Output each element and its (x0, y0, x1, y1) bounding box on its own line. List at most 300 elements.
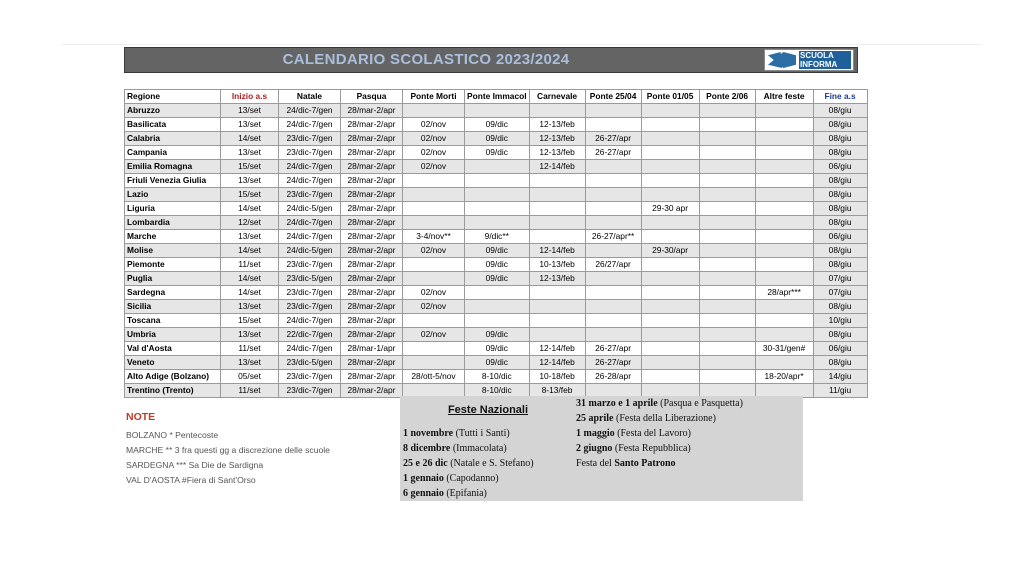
header-cell: Ponte 25/04 (585, 90, 641, 104)
table-cell (641, 118, 699, 132)
table-cell (641, 370, 699, 384)
table-cell (641, 342, 699, 356)
table-cell: 26/27/apr (585, 258, 641, 272)
table-cell: 13/set (221, 356, 279, 370)
table-cell (403, 202, 465, 216)
table-cell: 23/dic-7/gen (279, 258, 341, 272)
table-cell: 08/giu (813, 118, 867, 132)
holiday-date: 1 novembre (403, 428, 454, 439)
table-cell (641, 132, 699, 146)
region-cell: Lazio (125, 188, 221, 202)
table-row (125, 356, 868, 370)
table-cell: 24/dic-5/gen (279, 244, 341, 258)
table-cell: 09/dic (465, 146, 530, 160)
table-cell: 28/mar-2/apr (341, 370, 403, 384)
table-cell: 08/giu (813, 188, 867, 202)
table-cell: 09/dic (465, 132, 530, 146)
table-cell: 28/mar-2/apr (341, 286, 403, 300)
table-cell: 12-14/feb (529, 356, 585, 370)
table-cell: 28/mar-2/apr (341, 146, 403, 160)
table-cell (403, 314, 465, 328)
holiday-item-patron (576, 456, 801, 471)
region-cell: Toscana (125, 314, 221, 328)
table-cell (403, 174, 465, 188)
table-cell (465, 188, 530, 202)
table-cell: 28/apr*** (755, 286, 813, 300)
region-cell: Trentino (Trento) (125, 384, 221, 398)
table-cell: 8-13/feb (529, 384, 585, 398)
table-cell: 28/mar-2/apr (341, 160, 403, 174)
table-cell (699, 202, 755, 216)
header-cell: Carnevale (529, 90, 585, 104)
table-cell (585, 272, 641, 286)
table-cell (641, 146, 699, 160)
holiday-description: (Tutti i Santi) (455, 428, 510, 439)
table-cell (465, 174, 530, 188)
table-cell: 13/set (221, 104, 279, 118)
table-cell (699, 160, 755, 174)
table-cell: 15/set (221, 188, 279, 202)
table-cell: 26-27/apr (585, 146, 641, 160)
table-cell: 28/mar-1/apr (341, 342, 403, 356)
header-cell: Inizio a.s (221, 90, 279, 104)
table-cell (585, 244, 641, 258)
holiday-description: (Immacolata) (452, 443, 507, 454)
table-cell: 02/nov (403, 160, 465, 174)
table-cell (585, 328, 641, 342)
table-cell: 12-13/feb (529, 132, 585, 146)
table-cell: 10-18/feb (529, 370, 585, 384)
table-cell: 11/set (221, 342, 279, 356)
table-cell (585, 174, 641, 188)
table-cell: 28/mar-2/apr (341, 188, 403, 202)
table-cell: 29-30/apr (641, 244, 699, 258)
table-cell (529, 328, 585, 342)
table-cell: 14/set (221, 272, 279, 286)
table-cell: 24/dic-5/gen (279, 202, 341, 216)
holiday-date: 31 marzo e 1 aprile (576, 398, 658, 409)
table-cell (529, 314, 585, 328)
table-cell: 28/mar-2/apr (341, 272, 403, 286)
table-cell: 23/dic-5/gen (279, 356, 341, 370)
table-cell (699, 244, 755, 258)
table-cell (403, 216, 465, 230)
table-cell: 14/set (221, 244, 279, 258)
region-cell: Basilicata (125, 118, 221, 132)
table-cell: 23/dic-7/gen (279, 146, 341, 160)
table-cell (465, 160, 530, 174)
table-row (125, 328, 868, 342)
table-cell (403, 258, 465, 272)
table-cell: 24/dic-7/gen (279, 174, 341, 188)
note-line: SARDEGNA *** Sa Die de Sardigna (126, 460, 264, 470)
calendar-title: CALENDARIO SCOLASTICO 2023/2024 (282, 51, 570, 68)
table-cell: 28/mar-2/apr (341, 174, 403, 188)
table-cell: 28/mar-2/apr (341, 104, 403, 118)
table-cell: 11/set (221, 384, 279, 398)
table-cell (529, 174, 585, 188)
table-cell (755, 328, 813, 342)
table-cell (699, 174, 755, 188)
table-row (125, 132, 868, 146)
holiday-description: (Festa Repubblica) (614, 443, 691, 454)
table-cell (755, 300, 813, 314)
table-row (125, 104, 868, 118)
table-cell: 08/giu (813, 202, 867, 216)
table-cell (755, 188, 813, 202)
table-cell (755, 104, 813, 118)
table-row (125, 118, 868, 132)
region-cell: Puglia (125, 272, 221, 286)
patron-name: Santo Patrono (614, 458, 676, 469)
table-row (125, 202, 868, 216)
table-cell: 08/giu (813, 356, 867, 370)
table-cell: 28/mar-2/apr (341, 230, 403, 244)
table-cell (755, 230, 813, 244)
table-cell (641, 230, 699, 244)
region-cell: Val d'Aosta (125, 342, 221, 356)
table-cell (465, 202, 530, 216)
note-line: MARCHE ** 3 fra questi gg a discrezione delle scuole (126, 445, 330, 455)
table-cell: 28/mar-2/apr (341, 202, 403, 216)
table-cell: 14/set (221, 132, 279, 146)
header-cell: Fine a.s (813, 90, 867, 104)
region-cell: Marche (125, 230, 221, 244)
table-cell (699, 132, 755, 146)
table-cell (585, 216, 641, 230)
region-cell: Piemonte (125, 258, 221, 272)
scuola-informa-logo (764, 49, 854, 71)
table-cell (641, 300, 699, 314)
table-body (125, 104, 868, 398)
table-cell: 08/giu (813, 216, 867, 230)
table-cell (403, 188, 465, 202)
table-cell: 28/mar-2/apr (341, 244, 403, 258)
table-cell: 08/giu (813, 244, 867, 258)
table-cell: 02/nov (403, 118, 465, 132)
table-cell: 18-20/apr* (755, 370, 813, 384)
table-cell: 26-27/apr (585, 356, 641, 370)
holiday-description: (Capodanno) (446, 473, 499, 484)
table-cell (699, 146, 755, 160)
table-cell (529, 300, 585, 314)
table-cell: 28/mar-2/apr (341, 132, 403, 146)
holiday-item (576, 441, 801, 456)
holiday-date: 6 gennaio (403, 488, 444, 499)
table-row (125, 300, 868, 314)
table-row (125, 230, 868, 244)
table-cell (699, 216, 755, 230)
header-cell: Pasqua (341, 90, 403, 104)
table-row (125, 160, 868, 174)
table-cell: 09/dic (465, 272, 530, 286)
table-cell: 02/nov (403, 286, 465, 300)
table-cell (641, 160, 699, 174)
table-cell: 02/nov (403, 328, 465, 342)
table-cell (403, 356, 465, 370)
header-cell: Regione (125, 90, 221, 104)
region-cell: Campania (125, 146, 221, 160)
table-cell: 28/mar-2/apr (341, 258, 403, 272)
table-cell (699, 188, 755, 202)
table-cell: 3-4/nov** (403, 230, 465, 244)
holiday-description: (Pasqua e Pasquetta) (660, 398, 743, 409)
table-cell: 02/nov (403, 132, 465, 146)
note-line: VAL D'AOSTA #Fiera di Sant'Orso (126, 475, 256, 485)
table-cell: 24/dic-7/gen (279, 160, 341, 174)
table-cell: 06/giu (813, 342, 867, 356)
holiday-item (403, 471, 581, 486)
table-cell (755, 174, 813, 188)
table-cell: 14/giu (813, 370, 867, 384)
table-cell: 08/giu (813, 146, 867, 160)
table-cell (465, 216, 530, 230)
note-line: BOLZANO * Pentecoste (126, 430, 219, 440)
table-cell (585, 202, 641, 216)
table-cell: 23/dic-7/gen (279, 370, 341, 384)
table-cell (755, 132, 813, 146)
header-cell: Ponte 01/05 (641, 90, 699, 104)
table-header-row (125, 90, 868, 104)
region-cell: Umbria (125, 328, 221, 342)
table-cell (465, 300, 530, 314)
table-cell: 11/giu (813, 384, 867, 398)
table-cell (641, 188, 699, 202)
table-cell: 23/dic-7/gen (279, 286, 341, 300)
table-cell (755, 356, 813, 370)
table-cell: 08/giu (813, 328, 867, 342)
table-cell: 12-13/feb (529, 118, 585, 132)
holidays-left-column (403, 426, 581, 501)
table-cell (529, 104, 585, 118)
holiday-item (403, 426, 581, 441)
table-cell (585, 314, 641, 328)
header-cell: Ponte Immacol (465, 90, 530, 104)
holidays-right-column (576, 396, 801, 471)
notes-title: NOTE (126, 411, 156, 423)
table-cell (755, 244, 813, 258)
book-logo-icon (768, 52, 796, 68)
table-cell (465, 104, 530, 118)
table-cell: 06/giu (813, 160, 867, 174)
table-cell: 02/nov (403, 244, 465, 258)
table-cell: 23/dic-7/gen (279, 188, 341, 202)
holiday-date: 1 gennaio (403, 473, 444, 484)
table-cell: 08/giu (813, 104, 867, 118)
patron-prefix: Festa del (576, 458, 615, 469)
table-cell: 28/ott-5/nov (403, 370, 465, 384)
region-cell: Emilia Romagna (125, 160, 221, 174)
table-row (125, 146, 868, 160)
table-cell (529, 230, 585, 244)
table-cell: 09/dic (465, 328, 530, 342)
table-cell: 09/dic (465, 118, 530, 132)
table-cell: 12-14/feb (529, 160, 585, 174)
table-cell (699, 104, 755, 118)
table-cell: 13/set (221, 328, 279, 342)
table-cell (699, 286, 755, 300)
table-row (125, 370, 868, 384)
table-cell: 11/set (221, 258, 279, 272)
table-cell: 23/dic-5/gen (279, 272, 341, 286)
table-cell: 02/nov (403, 146, 465, 160)
table-cell: 12-13/feb (529, 272, 585, 286)
holiday-date: 25 aprile (576, 413, 614, 424)
table-cell (755, 314, 813, 328)
region-cell: Molise (125, 244, 221, 258)
table-cell: 28/mar-2/apr (341, 216, 403, 230)
table-cell (699, 300, 755, 314)
holiday-item (403, 441, 581, 456)
table-cell: 05/set (221, 370, 279, 384)
table-cell: 12-13/feb (529, 146, 585, 160)
table-cell (529, 216, 585, 230)
table-cell: 30-31/gen# (755, 342, 813, 356)
holiday-description: (Epifania) (446, 488, 487, 499)
region-cell: Veneto (125, 356, 221, 370)
table-cell (585, 104, 641, 118)
table-cell: 08/giu (813, 132, 867, 146)
table-cell (529, 202, 585, 216)
table-cell: 07/giu (813, 286, 867, 300)
table-cell: 24/dic-7/gen (279, 216, 341, 230)
table-cell: 09/dic (465, 258, 530, 272)
table-row (125, 314, 868, 328)
holidays-title: Feste Nazionali (447, 404, 529, 416)
table-cell: 23/dic-7/gen (279, 384, 341, 398)
region-cell: Calabria (125, 132, 221, 146)
table-cell: 07/giu (813, 272, 867, 286)
table-cell (755, 202, 813, 216)
table-cell: 02/nov (403, 300, 465, 314)
table-cell: 09/dic (465, 244, 530, 258)
table-cell: 8-10/dic (465, 370, 530, 384)
table-cell (585, 300, 641, 314)
table-cell: 13/set (221, 230, 279, 244)
holiday-description: (Festa del Lavoro) (617, 428, 691, 439)
holiday-item (576, 396, 801, 411)
table-cell (585, 118, 641, 132)
header-cell: Natale (279, 90, 341, 104)
table-cell: 09/dic (465, 342, 530, 356)
table-cell: 13/set (221, 118, 279, 132)
top-divider (62, 44, 982, 45)
holiday-date: 25 e 26 dic (403, 458, 448, 469)
table-cell: 12/set (221, 216, 279, 230)
table-row (125, 188, 868, 202)
table-cell (699, 258, 755, 272)
table-cell: 29-30 apr (641, 202, 699, 216)
national-holidays-box (400, 396, 803, 501)
table-cell: 26-27/apr (585, 132, 641, 146)
holiday-item (403, 486, 581, 501)
logo-text-line2: INFORMA (800, 60, 838, 69)
table-cell: 13/set (221, 174, 279, 188)
table-cell: 10-13/feb (529, 258, 585, 272)
region-cell: Friuli Venezia Giulia (125, 174, 221, 188)
table-cell (403, 272, 465, 286)
table-cell: 23/dic-7/gen (279, 132, 341, 146)
table-cell: 15/set (221, 160, 279, 174)
table-cell (641, 272, 699, 286)
table-cell: 13/set (221, 300, 279, 314)
table-cell (755, 160, 813, 174)
table-cell (641, 216, 699, 230)
table-cell (699, 314, 755, 328)
table-cell: 24/dic-7/gen (279, 342, 341, 356)
school-calendar-table (124, 89, 868, 398)
table-cell (465, 314, 530, 328)
table-cell (641, 174, 699, 188)
table-row (125, 272, 868, 286)
region-cell: Lombardia (125, 216, 221, 230)
table-row (125, 216, 868, 230)
header-cell: Altre feste (755, 90, 813, 104)
table-cell (755, 258, 813, 272)
table-cell (529, 286, 585, 300)
region-cell: Sicilia (125, 300, 221, 314)
region-cell: Abruzzo (125, 104, 221, 118)
table-cell (641, 328, 699, 342)
table-row (125, 258, 868, 272)
region-cell: Alto Adige (Bolzano) (125, 370, 221, 384)
table-cell: 09/dic (465, 356, 530, 370)
region-cell: Liguria (125, 202, 221, 216)
table-cell: 08/giu (813, 174, 867, 188)
header-cell: Ponte Morti (403, 90, 465, 104)
table-cell: 24/dic-7/gen (279, 104, 341, 118)
table-cell: 24/dic-7/gen (279, 118, 341, 132)
table-cell (641, 356, 699, 370)
table-cell: 22/dic-7/gen (279, 328, 341, 342)
table-cell (699, 272, 755, 286)
table-cell (755, 216, 813, 230)
table-cell (641, 258, 699, 272)
table-cell (641, 104, 699, 118)
table-cell: 08/giu (813, 300, 867, 314)
table-cell: 28/mar-2/apr (341, 118, 403, 132)
table-cell (585, 160, 641, 174)
holiday-date: 8 dicembre (403, 443, 451, 454)
holiday-item (403, 456, 581, 471)
table-cell: 28/mar-2/apr (341, 328, 403, 342)
table-cell (699, 370, 755, 384)
table-cell (755, 118, 813, 132)
table-cell: 08/giu (813, 258, 867, 272)
holiday-item (576, 426, 801, 441)
table-cell (529, 188, 585, 202)
table-cell: 14/set (221, 286, 279, 300)
table-row (125, 174, 868, 188)
holiday-date: 1 maggio (576, 428, 615, 439)
table-cell: 15/set (221, 314, 279, 328)
table-cell: 06/giu (813, 230, 867, 244)
table-cell: 12-14/feb (529, 342, 585, 356)
calendar-banner (124, 47, 858, 73)
table-cell: 24/dic-7/gen (279, 230, 341, 244)
table-cell (699, 230, 755, 244)
table-cell (403, 342, 465, 356)
table-cell: 14/set (221, 202, 279, 216)
table-cell: 26-27/apr (585, 342, 641, 356)
table-cell: 12-14/feb (529, 244, 585, 258)
holiday-item (576, 411, 801, 426)
table-cell: 13/set (221, 146, 279, 160)
table-cell (403, 104, 465, 118)
table-cell: 26-28/apr (585, 370, 641, 384)
table-cell (755, 272, 813, 286)
table-row (125, 286, 868, 300)
